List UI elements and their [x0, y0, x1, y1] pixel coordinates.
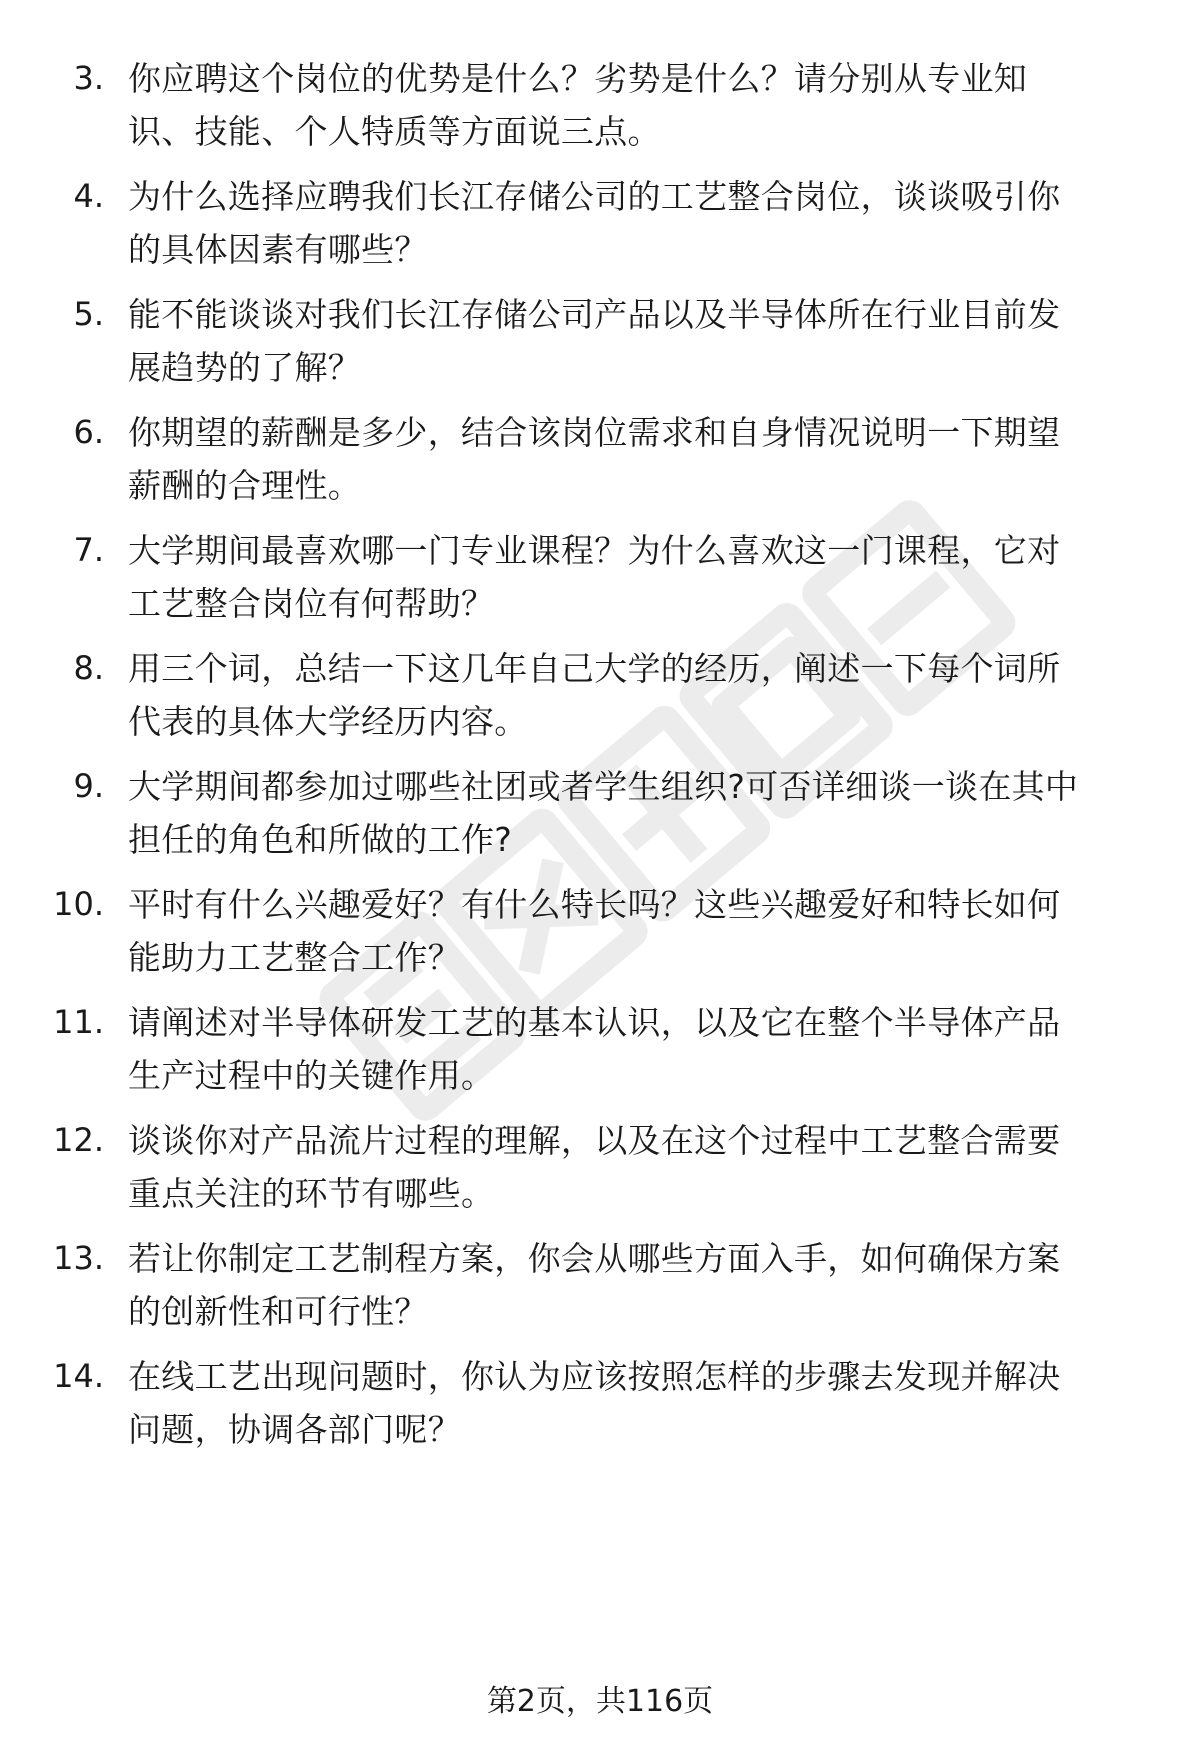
question-text: 识、技能、个人特质等方面说三点。	[128, 112, 661, 151]
question-text: 请阐述对半导体研发工艺的基本认识，以及它在整个半导体产品	[128, 1003, 1061, 1042]
question-number: 9.	[73, 767, 104, 805]
question-text: 若让你制定工艺制程方案，你会从哪些方面入手，如何确保方案	[128, 1239, 1061, 1278]
question-item	[0, 288, 1200, 388]
question-text: 能助力工艺整合工作？	[128, 938, 461, 977]
question-item	[0, 170, 1200, 270]
question-item	[0, 760, 1200, 860]
question-text: 问题，协调各部门呢？	[128, 1410, 461, 1449]
page-footer: 第2页，共116页	[486, 1684, 714, 1719]
question-item	[0, 1232, 1200, 1332]
question-number: 11.	[53, 1003, 104, 1041]
question-item	[0, 878, 1200, 978]
question-item	[0, 52, 1200, 152]
question-text: 大学期间最喜欢哪一门专业课程？为什么喜欢这一门课程，它对	[128, 531, 1061, 570]
question-number: 12.	[53, 1121, 104, 1159]
question-text: 为什么选择应聘我们长江存储公司的工艺整合岗位，谈谈吸引你	[128, 177, 1061, 216]
question-number: 14.	[53, 1357, 104, 1395]
question-number: 3.	[73, 59, 104, 97]
question-text: 用三个词，总结一下这几年自己大学的经历，阐述一下每个词所	[128, 649, 1061, 688]
question-text: 你期望的薪酬是多少，结合该岗位需求和自身情况说明一下期望	[128, 413, 1061, 452]
question-text: 能不能谈谈对我们长江存储公司产品以及半导体所在行业目前发	[128, 295, 1061, 334]
question-text: 展趋势的了解？	[128, 348, 362, 387]
question-text: 代表的具体大学经历内容。	[128, 702, 528, 741]
question-text: 谈谈你对产品流片过程的理解，以及在这个过程中工艺整合需要	[128, 1121, 1061, 1160]
question-item	[0, 1114, 1200, 1214]
question-text: 在线工艺出现问题时，你认为应该按照怎样的步骤去发现并解决	[128, 1357, 1061, 1396]
question-item	[0, 996, 1200, 1096]
question-number: 4.	[73, 177, 104, 215]
question-number: 5.	[73, 295, 104, 333]
question-item	[0, 524, 1200, 624]
question-text: 你应聘这个岗位的优势是什么？劣势是什么？请分别从专业知	[128, 59, 1028, 98]
question-item	[0, 642, 1200, 742]
question-item	[0, 1350, 1200, 1450]
question-text: 大学期间都参加过哪些社团或者学生组织?可否详细谈一谈在其中	[128, 767, 1079, 806]
question-text: 薪酬的合理性。	[128, 466, 362, 505]
question-text: 重点关注的环节有哪些。	[128, 1174, 495, 1213]
question-number: 6.	[73, 413, 104, 451]
question-text: 的创新性和可行性？	[128, 1292, 428, 1331]
question-number: 13.	[53, 1239, 104, 1277]
question-text: 工艺整合岗位有何帮助？	[128, 584, 495, 623]
question-number: 10.	[53, 885, 104, 923]
question-text: 的具体因素有哪些？	[128, 230, 428, 269]
question-item	[0, 406, 1200, 506]
question-text: 生产过程中的关键作用。	[128, 1056, 495, 1095]
question-text: 担任的角色和所做的工作?	[128, 820, 513, 859]
question-number: 7.	[73, 531, 104, 569]
question-number: 8.	[73, 649, 104, 687]
question-text: 平时有什么兴趣爱好？有什么特长吗？这些兴趣爱好和特长如何	[128, 885, 1061, 924]
